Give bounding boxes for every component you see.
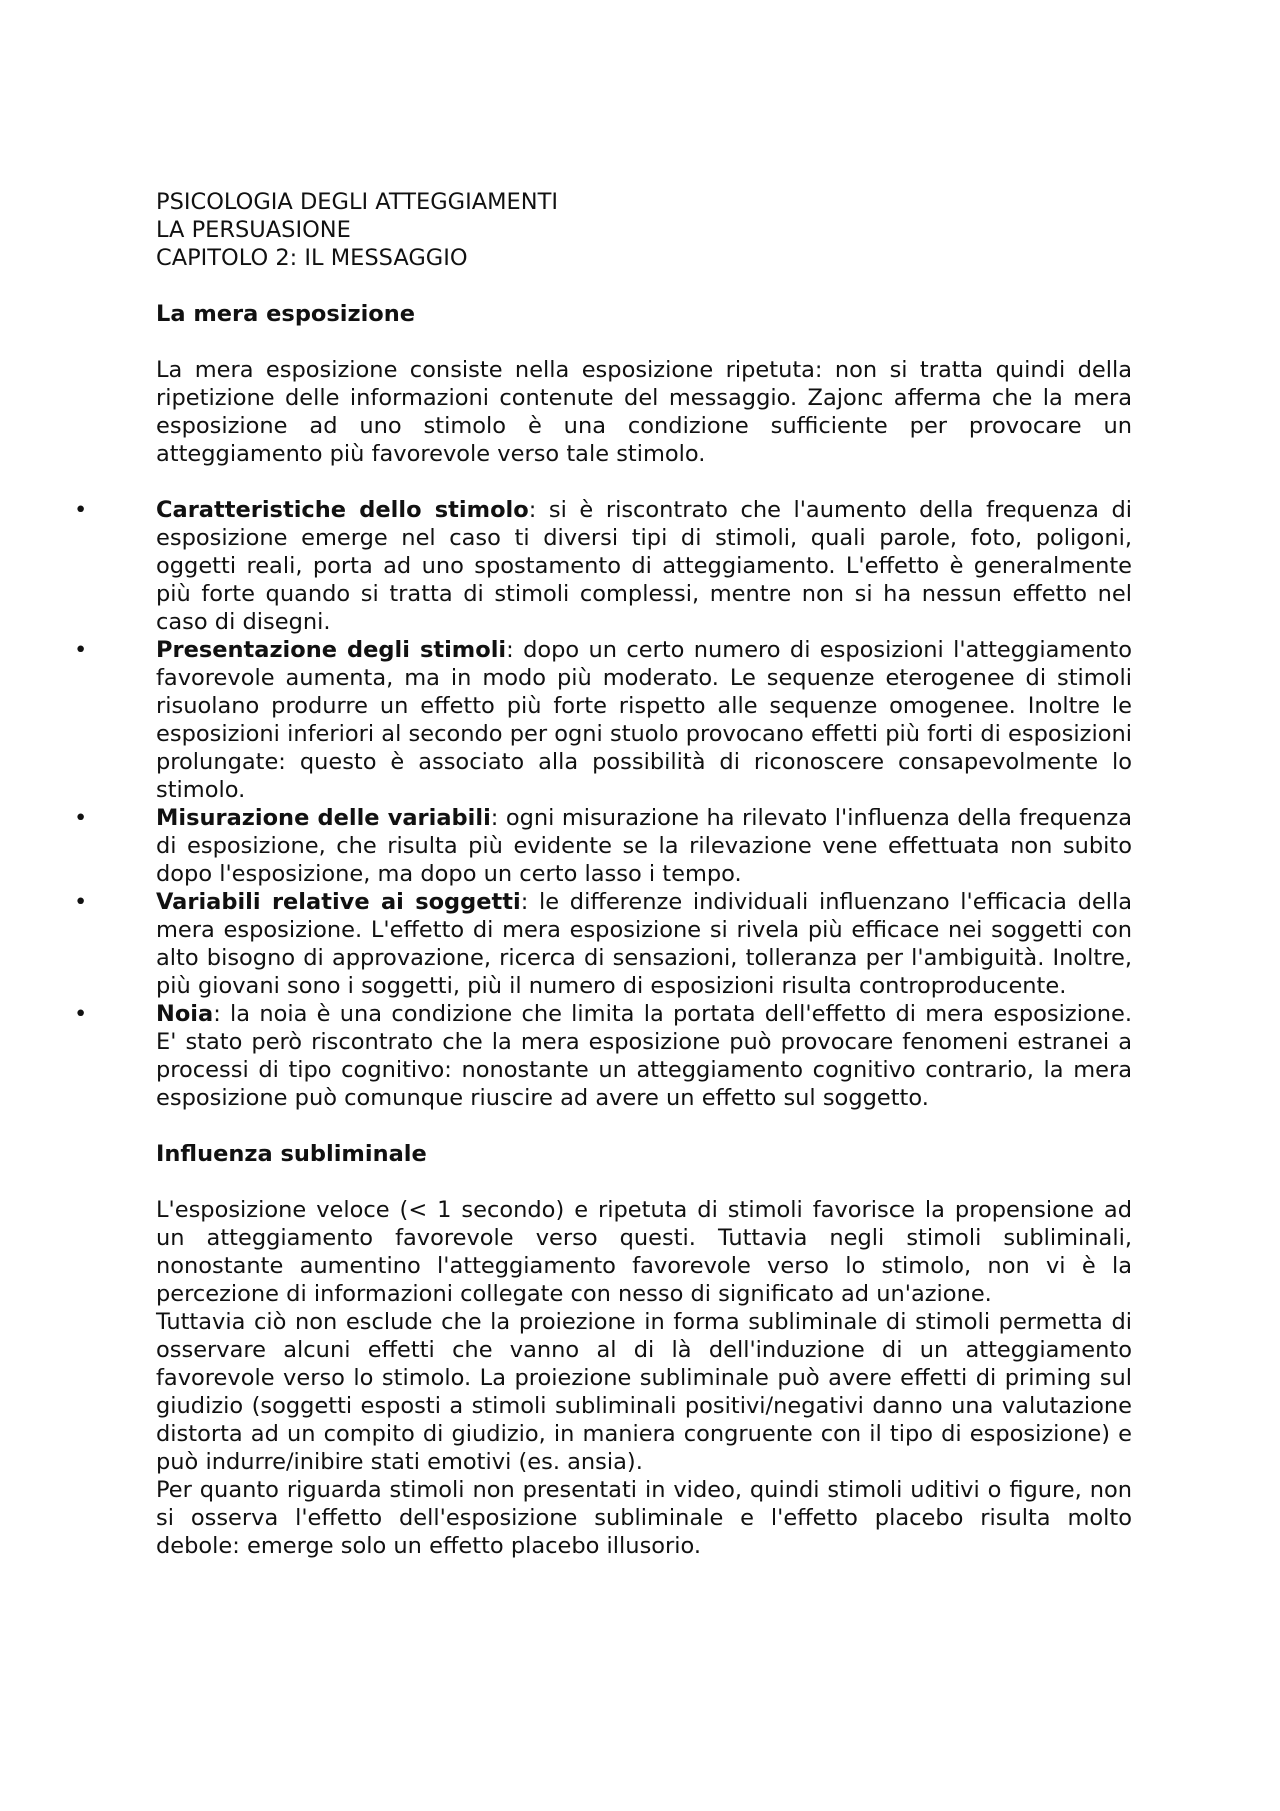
list-item xyxy=(74,496,1132,636)
bullet-marker: • xyxy=(74,889,88,915)
bullet-term: Misurazione delle variabili xyxy=(156,805,491,831)
paragraph: Tuttavia ciò non esclude che la proiezione in forma subliminale di stimoli permetta di osservare alcuni effetti che vanno al di là dell'induzione di un atteggiamento favorevole verso lo stimolo. La proiezione subliminale può avere effetti di priming sul giudizio (soggetti esposti a stimoli subliminali positivi/negativi danno una valutazione distorta ad un compito di giudizio, in maniera congruente con il tipo di esposizione) e può indurre/inibire stati emotivi (es. ansia). xyxy=(156,1309,1132,1475)
paragraph: Per quanto riguarda stimoli non presentati in video, quindi stimoli uditivi o figure, non si osserva l'effetto dell'esposizione subliminale e l'effetto placebo risulta molto debole: emerge solo un effetto placebo illusorio. xyxy=(156,1477,1132,1559)
list-item xyxy=(74,636,1132,804)
bullet-term: Presentazione degli stimoli xyxy=(156,637,507,663)
bullet-text: : la noia è una condizione che limita la portata dell'effetto di mera esposizione. E' stato però riscontrato che la mera esposizione può provocare fenomeni estranei a processi di tipo cognitivo: nonostante un atteggiamento cognitivo contrario, la mera esposizione può comunque riuscire ad avere un effetto sul soggetto. xyxy=(156,1001,1132,1111)
list-item xyxy=(74,804,1133,888)
document-page xyxy=(74,188,1133,1560)
list-item xyxy=(74,1000,1132,1112)
document-header xyxy=(156,188,1132,272)
list-item xyxy=(74,888,1132,1000)
bullet-term: Variabili relative ai soggetti xyxy=(156,889,521,915)
bullet-text: : dopo un certo numero di esposizioni l'atteggiamento favorevole aumenta, ma in modo più moderato. Le sequenze eterogenee di stimoli risuolano produrre un effetto più forte rispetto alle sequenze omogenee. Inoltre le esposizioni inferiori al secondo per ogni stuolo provocano effetti più forti di esposizioni prolungate: questo è associato alla possibilità di riconoscere consapevolmente lo stimolo. xyxy=(156,637,1132,803)
section-title-influenza-subliminale: Influenza subliminale xyxy=(156,1141,427,1167)
section-title-mera-esposizione: La mera esposizione xyxy=(156,301,416,327)
bullet-text: : ogni misurazione ha rilevato l'influenza della frequenza di esposizione, che risulta più evidente se la rilevazione vene effettuata non subito dopo l'esposizione, ma dopo un certo lasso i tempo. xyxy=(156,805,1133,887)
header-line-topic: LA PERSUASIONE xyxy=(156,217,351,243)
bullet-marker: • xyxy=(74,1001,88,1027)
section-intro-paragraph: La mera esposizione consiste nella esposizione ripetuta: non si tratta quindi della ripetizione delle informazioni contenute del messaggio. Zajonc afferma che la mera esposizione ad uno stimolo è una condizione sufficiente per provocare un atteggiamento più favorevole verso tale stimolo. xyxy=(156,357,1132,467)
bullet-term: Noia xyxy=(156,1001,214,1027)
bullet-list xyxy=(74,496,1133,1112)
bullet-term: Caratteristiche dello stimolo xyxy=(156,497,529,523)
bullet-marker: • xyxy=(74,637,88,663)
paragraph: L'esposizione veloce (< 1 secondo) e ripetuta di stimoli favorisce la propensione ad un atteggiamento favorevole verso questi. Tuttavia negli stimoli subliminali, nonostante aumentino l'atteggiamento favorevole verso lo stimolo, non vi è la percezione di informazioni collegate con nesso di significato ad un'azione. xyxy=(156,1197,1132,1307)
header-line-subject: PSICOLOGIA DEGLI ATTEGGIAMENTI xyxy=(156,189,558,215)
bullet-marker: • xyxy=(74,805,88,831)
header-line-chapter: CAPITOLO 2: IL MESSAGGIO xyxy=(156,245,468,271)
bullet-text: : le differenze individuali influenzano l'efficacia della mera esposizione. L'effetto di mera esposizione si rivela più efficace nei soggetti con alto bisogno di approvazione, ricerca di sensazioni, tolleranza per l'ambiguità. Inoltre, più giovani sono i soggetti, più il numero di esposizioni risulta controproducente. xyxy=(156,889,1132,999)
bullet-marker: • xyxy=(74,497,88,523)
bullet-text: : si è riscontrato che l'aumento della frequenza di esposizione emerge nel caso ti diversi tipi di stimoli, quali parole, foto, poligoni, oggetti reali, porta ad uno spostamento di atteggiamento. L'effetto è generalmente più forte quando si tratta di stimoli complessi, mentre non si ha nessun effetto nel caso di disegni. xyxy=(156,497,1132,635)
